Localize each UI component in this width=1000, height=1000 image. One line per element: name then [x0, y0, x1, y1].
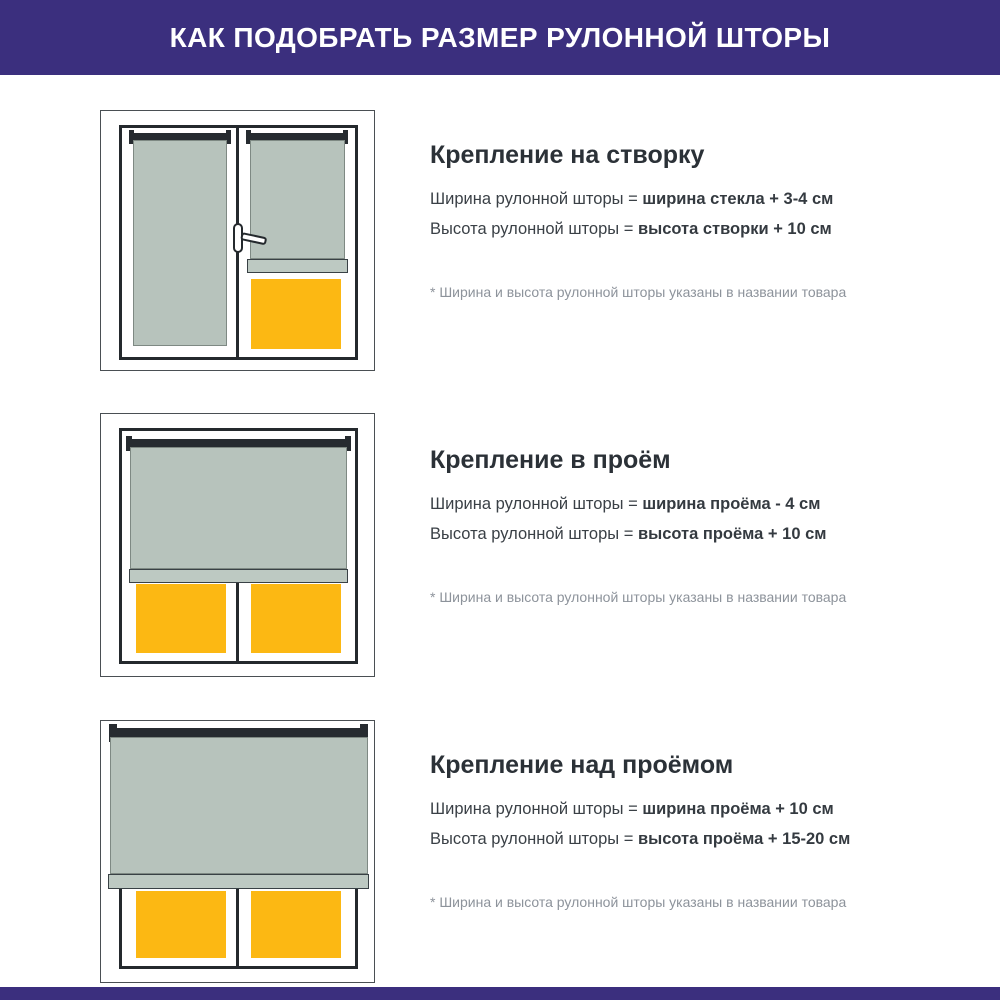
formula-label: Ширина рулонной шторы = — [430, 800, 638, 818]
section-title: Крепление в проём — [430, 446, 671, 474]
page-title: КАК ПОДОБРАТЬ РАЗМЕР РУЛОННОЙ ШТОРЫ — [169, 21, 831, 53]
formula-value: ширина стекла + 3-4 см — [642, 190, 834, 208]
formula-value: высота проёма + 10 см — [637, 525, 827, 543]
formula-height — [430, 830, 850, 849]
formula-value: высота створки + 10 см — [637, 220, 832, 238]
section-title: Крепление над проёмом — [430, 751, 734, 779]
formula-value: ширина проёма - 4 см — [642, 495, 821, 513]
formula-label: Ширина рулонной шторы = — [430, 190, 638, 208]
window-illustration-above — [100, 720, 375, 983]
formula-value: высота проёма + 15-20 см — [637, 830, 851, 848]
formula-label: Высота рулонной шторы = — [430, 525, 634, 543]
formula-width — [430, 800, 834, 819]
footer-bar — [0, 987, 1000, 1000]
sunlit-glass-right — [251, 891, 341, 958]
footnote: * Ширина и высота рулонной шторы указаны в названии товара — [430, 589, 847, 605]
footnote: * Ширина и высота рулонной шторы указаны в названии товара — [430, 894, 847, 910]
roller-tube — [111, 728, 366, 737]
sunlit-glass-left — [136, 891, 226, 958]
formula-value: ширина проёма + 10 см — [642, 800, 834, 818]
formula-label: Высота рулонной шторы = — [430, 220, 634, 238]
formula-label: Высота рулонной шторы = — [430, 830, 634, 848]
formula-label: Ширина рулонной шторы = — [430, 495, 638, 513]
section-title: Крепление на створку — [430, 141, 705, 169]
blind-fabric — [110, 737, 368, 874]
blind-bottom-rail — [108, 874, 369, 889]
footnote: * Ширина и высота рулонной шторы указаны в названии товара — [430, 284, 847, 300]
